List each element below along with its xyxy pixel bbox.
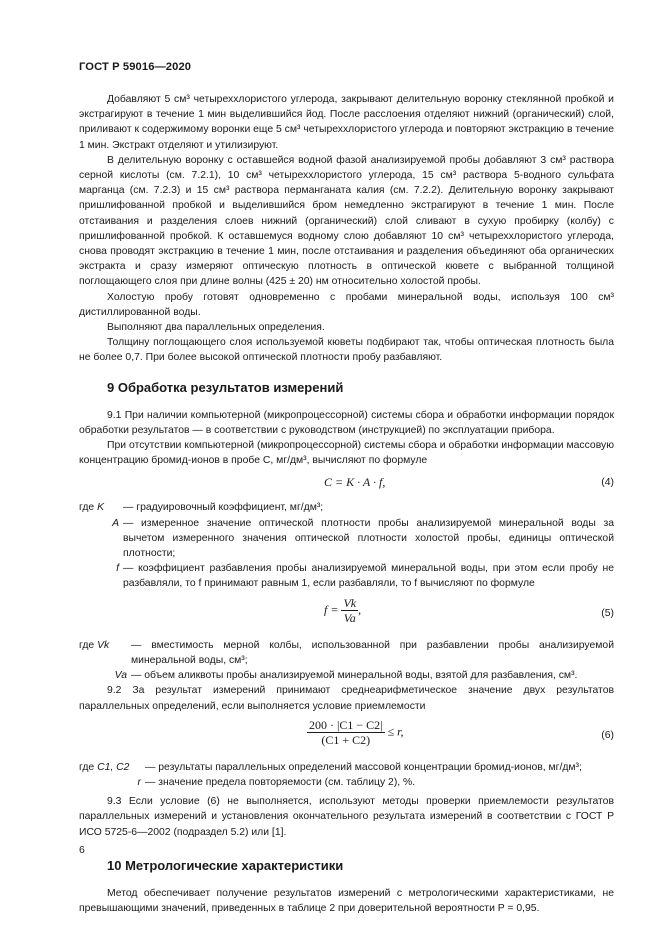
- page-content: [79, 92, 614, 916]
- section-10-heading: 10 Метрологические характеристики: [107, 857, 344, 873]
- where-label: где: [79, 761, 95, 773]
- where-symbol: A: [112, 517, 119, 529]
- formula-5-fraction: [341, 596, 358, 625]
- formula-4: [79, 472, 614, 494]
- where-text: — значение предела повторяемости (см. таблицу 2), %.: [145, 776, 416, 788]
- paragraph-9-2: 9.2 За результат измерений принимают среднеарифметическое значение двух результатов параллельных определений, если выполняется условие приемлемости: [79, 685, 614, 712]
- where-label: где: [79, 502, 95, 514]
- formula-5-number: (5): [601, 607, 614, 619]
- where-symbol: K: [97, 502, 104, 514]
- where-symbol: Vk: [97, 639, 110, 651]
- where-text: — объем аликвоты пробы анализируемой минеральной воды, взятой для разбавления, см³.: [131, 670, 578, 682]
- formula-5-denominator: Va: [343, 610, 356, 625]
- where-text: — коэффициент разбавления пробы анализируемой минеральной воды, при этом если пробу не разбавляли, то f принимают равным 1, если разбавляли, то f вычисляют по формуле: [123, 563, 614, 590]
- section-9-heading: 9 Обработка результатов измерений: [107, 379, 344, 395]
- where-symbol: f: [116, 563, 119, 575]
- where-row: [79, 516, 614, 562]
- paragraph: При отсутствии компьютерной (микропроцессорной) системы сбора и обработки информации массовую концентрацию бромид-ионов в пробе C, мг/дм³, вычисляют по формуле: [79, 440, 614, 467]
- where-text: — результаты параллельных определений массовой концентрации бромид-ионов, мг/дм³;: [145, 761, 582, 773]
- where-row: [79, 561, 614, 591]
- paragraph: Добавляют 5 см³ четыреххлористого углерода, закрывают делительную воронку стеклянной пробкой и экстрагируют в течение 1 мин выделившийся йод. После расслоения отделяют нижний (органический) слой, приливают к содержимому воронки еще 5 см³ четыреххлористого углерода и повторяют экстракцию в течение 1 мин. Экстракт отделяют и утилизируют.: [79, 94, 614, 151]
- formula-6-numerator: 200 · |C1 − C2|: [309, 717, 383, 732]
- where-symbol: Va: [114, 670, 127, 682]
- formula-6-expression: [307, 718, 404, 747]
- paragraph-9-3: 9.3 Если условие (6) не выполняется, используют методы проверки приемлемости результатов параллельных измерений и установления окончательного результата измерений в соответствии с ГОСТ Р ИСО 5725-6—2002 (подраздел 5.2) или [1].: [79, 796, 614, 838]
- formula-5-lhs: f =: [324, 601, 339, 616]
- formula-6-number: (6): [601, 729, 614, 741]
- formula-5: [79, 596, 614, 632]
- paragraph: В делительную воронку с оставшейся водной фазой анализируемой пробы добавляют 3 см³ раствора серной кислоты (см. 7.2.1), 10 см³ четыреххлористого углерода, 15 см³ раствора 5-водного сульфата марганца (см. 7.2.3) и 15 см³ раствора перманганата калия (см. 7.2.2). Делительную воронку закрывают пришлифованной пробкой и выделившийся бром немедленно экстрагируют в течение 1 мин. После отстаивания и разделения слоев нижний (органический) слой сливают в сухую пробирку (колбу) с пришлифованной пробкой. К оставшемуся водному слою добавляют 10 см³ четыреххлористого углерода, снова проводят экстракцию в течение 1 мин, после отстаивания и разделения объединяют оба органических экстракта и сразу измеряют оптическую плотность в оптической кювете с выбранной толщиной поглощающего слоя при длине волны (425 ± 20) нм относительно холостой пробы.: [79, 154, 614, 288]
- page-number: 6: [79, 845, 85, 856]
- paragraph: Толщину поглощающего слоя используемой кюветы подбирают так, чтобы оптическая плотность была не более 0,7. При более высокой оптической плотности пробу разбавляют.: [79, 337, 614, 364]
- where-block-5: [79, 638, 614, 684]
- where-row: [79, 775, 614, 790]
- paragraph-10: Метод обеспечивает получение результатов измерений с метрологическими характеристиками, не превышающими значений, приведенных в таблице 2 при доверительной вероятности P = 0,95.: [79, 887, 614, 914]
- where-text: — измеренное значение оптической плотности пробы анализируемой минеральной воды за вычетом измеренного значения оптической плотности холостой пробы, единицы оптической плотности;: [123, 517, 614, 560]
- where-block-4: [79, 500, 614, 591]
- where-row: [79, 760, 614, 775]
- formula-6: [79, 718, 614, 754]
- where-row: [79, 638, 614, 668]
- paragraph: Выполняют два параллельных определения.: [107, 322, 325, 334]
- formula-4-number: (4): [601, 477, 614, 489]
- paragraph: Холостую пробу готовят одновременно с пробами минеральной воды, используя 100 см³ дистиллированной воды.: [79, 291, 614, 318]
- where-block-6: [79, 760, 614, 790]
- page-header: ГОСТ Р 59016—2020: [79, 61, 192, 73]
- where-row: [79, 668, 614, 683]
- formula-4-expression: C = K · A · f,: [324, 475, 386, 490]
- where-text: — градуировочный коэффициент, мг/дм³;: [123, 502, 324, 514]
- formula-5-expression: f = $\frac{Vk}{Va}$ ,: [324, 595, 362, 625]
- where-symbol: C1, C2: [97, 761, 130, 773]
- formula-5-numerator: Vk: [343, 595, 357, 610]
- where-label: где: [79, 639, 95, 651]
- where-text: — вместимость мерной колбы, использованной при разбавлении пробы анализируемой минеральной воды, см³;: [131, 639, 614, 666]
- where-symbol: r: [137, 776, 141, 788]
- paragraph-9-1: 9.1 При наличии компьютерной (микропроцессорной) системы сбора и обработки информации порядок обработки результатов — в соответствии с руководством (инструкцией) по эксплуатации прибора.: [79, 409, 614, 436]
- formula-6-rhs: ≤ r,: [387, 723, 404, 738]
- formula-6-fraction: [307, 718, 385, 747]
- where-row: [79, 500, 614, 515]
- formula-6-denominator: (C1 + C2): [321, 732, 371, 747]
